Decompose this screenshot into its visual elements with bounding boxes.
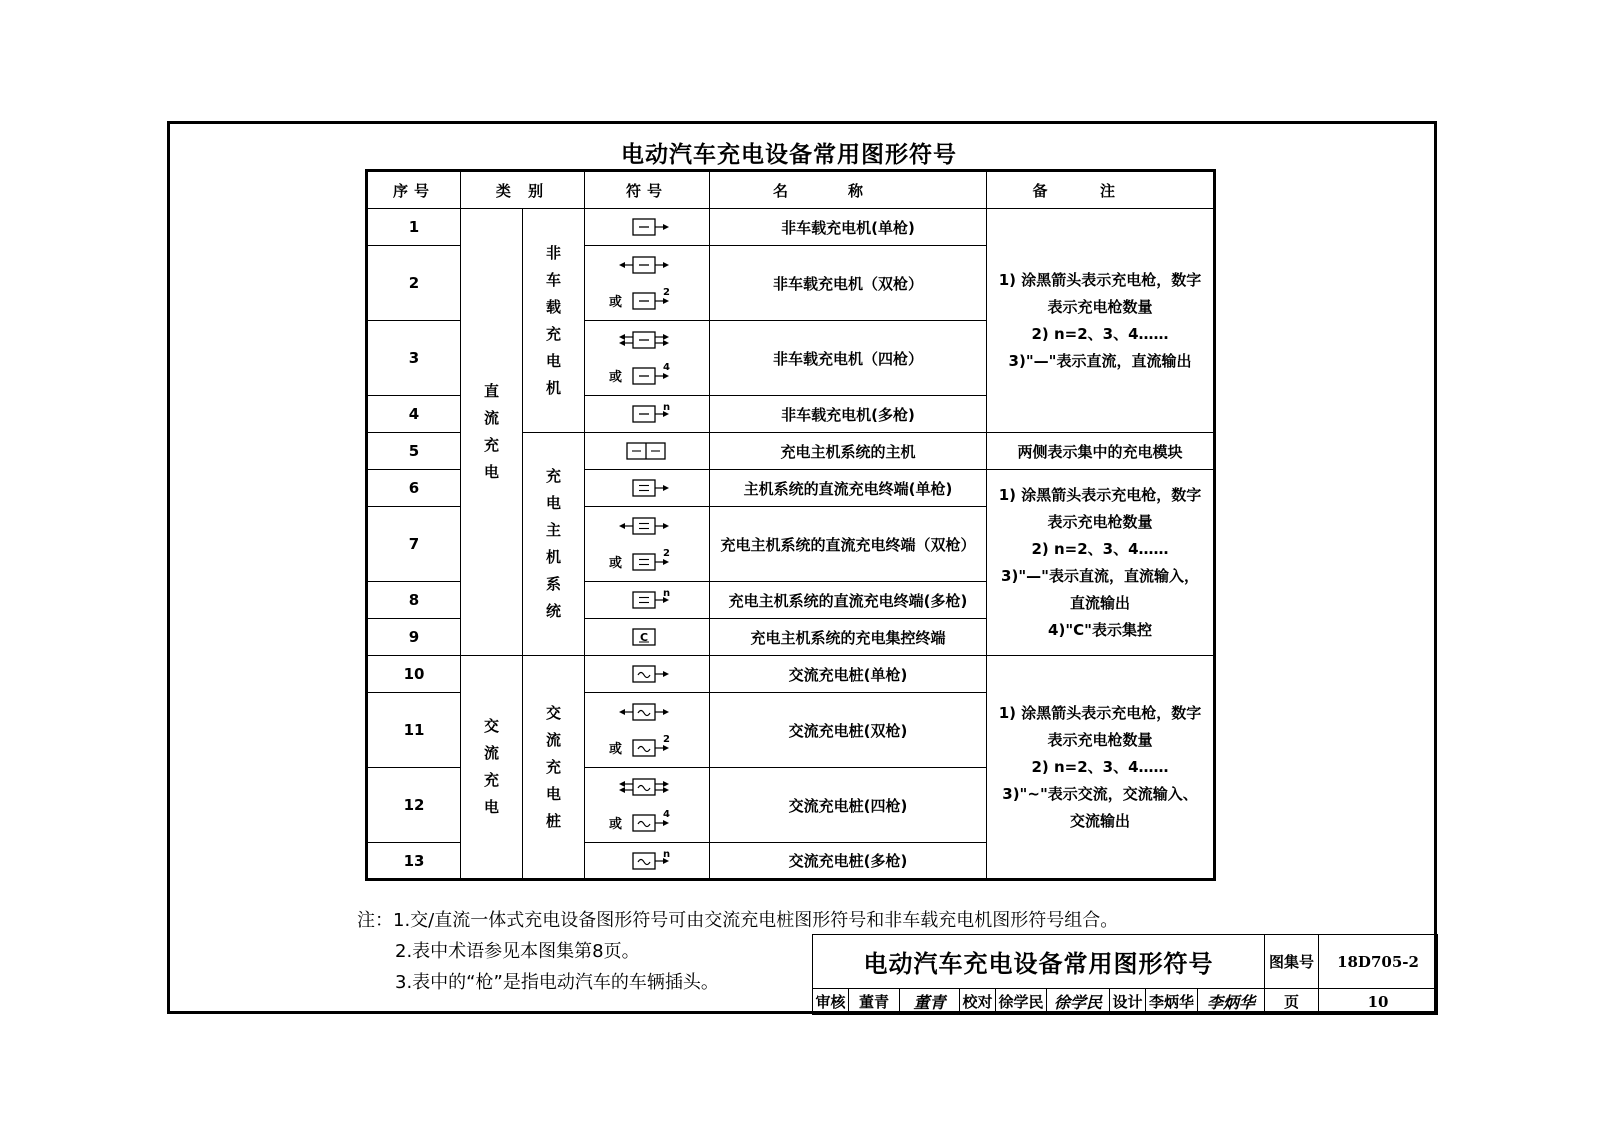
symbol-cell bbox=[585, 582, 710, 619]
row-seq: 11 bbox=[367, 693, 461, 768]
svg-text:C: C bbox=[639, 631, 649, 644]
atlas-number: 18D705-2 bbox=[1319, 935, 1438, 989]
symbol-term-single-icon bbox=[587, 473, 707, 503]
remark-line: 1) 涂黑箭头表示充电枪，数字 bbox=[998, 270, 1202, 289]
row-seq: 6 bbox=[367, 470, 461, 507]
gun-count-label: 2 bbox=[663, 734, 670, 745]
row-seq: 8 bbox=[367, 582, 461, 619]
remark-line: 2) n=2、3、4…… bbox=[1031, 324, 1169, 343]
gun-count-label: n bbox=[663, 402, 671, 413]
remark-line: 交流输出 bbox=[1070, 811, 1131, 830]
check-label: 校对 bbox=[960, 989, 996, 1015]
header-seq: 序号 bbox=[367, 171, 461, 209]
row-seq: 2 bbox=[367, 246, 461, 321]
remark-line: 2) n=2、3、4…… bbox=[1031, 539, 1169, 558]
review-label: 审核 bbox=[813, 989, 849, 1015]
row-name: 充电主机系统的主机 bbox=[710, 433, 987, 470]
row-seq: 10 bbox=[367, 656, 461, 693]
row-name: 充电主机系统的充电集控终端 bbox=[710, 619, 987, 656]
symbol-dc-double-icon bbox=[587, 248, 707, 318]
row-name: 非车载充电机（双枪） bbox=[710, 246, 987, 321]
symbol-term-control-icon bbox=[587, 622, 707, 652]
gun-count-label: n bbox=[663, 588, 671, 599]
reviewer-name: 董青 bbox=[849, 989, 900, 1015]
row-name: 非车载充电机(多枪) bbox=[710, 396, 987, 433]
symbol-cell bbox=[585, 246, 710, 321]
header-symbol: 符号 bbox=[585, 171, 710, 209]
symbol-cell bbox=[585, 507, 710, 582]
row-name: 主机系统的直流充电终端(单枪) bbox=[710, 470, 987, 507]
subcategory-offboard-charger: 非 车 载 充 电 机 bbox=[523, 209, 585, 433]
row-name: 充电主机系统的直流充电终端(多枪) bbox=[710, 582, 987, 619]
designer-name: 李炳华 bbox=[1146, 989, 1198, 1015]
gun-count-label: 2 bbox=[663, 287, 670, 298]
symbol-dc-multi-icon bbox=[587, 399, 707, 429]
row-name: 交流充电桩(四枪) bbox=[710, 768, 987, 843]
subcategory-ac-pile: 交 流 充 电 桩 bbox=[523, 656, 585, 880]
remark-line: 表示充电枪数量 bbox=[1047, 297, 1153, 316]
symbol-term-double-icon bbox=[587, 509, 707, 579]
or-label: 或 bbox=[609, 742, 623, 757]
checker-signature: 徐学民 bbox=[1047, 989, 1110, 1015]
reviewer-signature: 董青 bbox=[900, 989, 960, 1015]
symbol-cell bbox=[585, 693, 710, 768]
symbol-host-main-icon bbox=[587, 436, 707, 466]
symbol-cell bbox=[585, 470, 710, 507]
row-seq: 3 bbox=[367, 321, 461, 396]
symbol-cell bbox=[585, 768, 710, 843]
gun-count-label: 4 bbox=[663, 362, 670, 373]
gun-count-label: 2 bbox=[663, 548, 670, 559]
row-seq: 13 bbox=[367, 843, 461, 880]
remark-line: 4)"C"表示集控 bbox=[1048, 620, 1152, 639]
remark-line: 3)"—"表示直流，直流输入， bbox=[1001, 566, 1199, 585]
remark-dc bbox=[987, 209, 1215, 433]
title-block bbox=[812, 934, 1438, 1015]
symbol-ac-double-icon bbox=[587, 695, 707, 765]
checker-name: 徐学民 bbox=[996, 989, 1047, 1015]
row-name: 交流充电桩(多枪) bbox=[710, 843, 987, 880]
symbol-cell bbox=[585, 433, 710, 470]
atlas-label: 图集号 bbox=[1265, 935, 1319, 989]
or-label: 或 bbox=[609, 556, 623, 571]
subcategory-host-system: 充 电 主 机 系 统 bbox=[523, 433, 585, 656]
remark-line: 1) 涂黑箭头表示充电枪，数字 bbox=[998, 485, 1202, 504]
or-label: 或 bbox=[609, 295, 623, 310]
row-seq: 5 bbox=[367, 433, 461, 470]
remark-line: 3)"—"表示直流，直流输出 bbox=[1008, 351, 1192, 370]
symbol-dc-four-icon bbox=[587, 323, 707, 393]
row-seq: 9 bbox=[367, 619, 461, 656]
category-dc-charging: 直 流 充 电 bbox=[461, 209, 523, 656]
symbol-cell bbox=[585, 843, 710, 880]
row-seq: 4 bbox=[367, 396, 461, 433]
remark-line: 表示充电枪数量 bbox=[1047, 512, 1153, 531]
header-remark: 备注 bbox=[987, 171, 1215, 209]
title-block-title: 电动汽车充电设备常用图形符号 bbox=[813, 935, 1265, 989]
symbol-cell bbox=[585, 619, 710, 656]
symbol-cell bbox=[585, 209, 710, 246]
row-name: 非车载充电机（四枪） bbox=[710, 321, 987, 396]
note-3: 3.表中的“枪”是指电动汽车的车辆插头。 bbox=[395, 972, 719, 993]
row-seq: 12 bbox=[367, 768, 461, 843]
remark-line: 直流输出 bbox=[1070, 593, 1131, 612]
page-label: 页 bbox=[1265, 989, 1319, 1015]
symbol-term-multi-icon bbox=[587, 585, 707, 615]
or-label: 或 bbox=[609, 370, 623, 385]
gun-count-label: n bbox=[663, 848, 671, 860]
remark-line: 3)"~"表示交流，交流输入、 bbox=[1002, 784, 1198, 803]
remark-terminal bbox=[987, 470, 1215, 656]
gun-count-label: 4 bbox=[663, 809, 670, 820]
document-title: 电动汽车充电设备常用图形符号 bbox=[621, 142, 957, 168]
category-ac-charging: 交 流 充 电 bbox=[461, 656, 523, 880]
symbol-ac-four-icon bbox=[587, 770, 707, 840]
symbol-cell bbox=[585, 396, 710, 433]
table-row bbox=[367, 209, 1215, 246]
remark-ac bbox=[987, 656, 1215, 880]
row-seq: 1 bbox=[367, 209, 461, 246]
remark-line: 1) 涂黑箭头表示充电枪，数字 bbox=[998, 703, 1202, 722]
header-name: 名称 bbox=[710, 171, 987, 209]
page-number: 10 bbox=[1319, 989, 1438, 1015]
row-name: 交流充电桩(单枪) bbox=[710, 656, 987, 693]
symbol-cell bbox=[585, 321, 710, 396]
note-2: 2.表中术语参见本图集第8页。 bbox=[395, 941, 640, 962]
remark-line: 表示充电枪数量 bbox=[1047, 730, 1153, 749]
note-1: 注：1.交/直流一体式充电设备图形符号可由交流充电桩图形符号和非车载充电机图形符号组合。 bbox=[357, 910, 1119, 931]
designer-signature: 李炳华 bbox=[1198, 989, 1265, 1015]
row-name: 非车载充电机(单枪) bbox=[710, 209, 987, 246]
symbol-ac-single-icon bbox=[587, 659, 707, 689]
symbol-table bbox=[365, 169, 1216, 881]
symbol-dc-single-icon bbox=[587, 212, 707, 242]
design-label: 设计 bbox=[1110, 989, 1146, 1015]
symbol-cell bbox=[585, 656, 710, 693]
remark-line: 2) n=2、3、4…… bbox=[1031, 757, 1169, 776]
or-label: 或 bbox=[609, 817, 623, 832]
table-row bbox=[367, 656, 1215, 693]
table-header-row bbox=[367, 171, 1215, 209]
header-category: 类 别 bbox=[461, 171, 585, 209]
row-name: 交流充电桩(双枪) bbox=[710, 693, 987, 768]
row-name: 充电主机系统的直流充电终端（双枪） bbox=[710, 507, 987, 582]
row-seq: 7 bbox=[367, 507, 461, 582]
symbol-ac-multi-icon bbox=[587, 846, 707, 876]
remark-host: 两侧表示集中的充电模块 bbox=[987, 433, 1215, 470]
